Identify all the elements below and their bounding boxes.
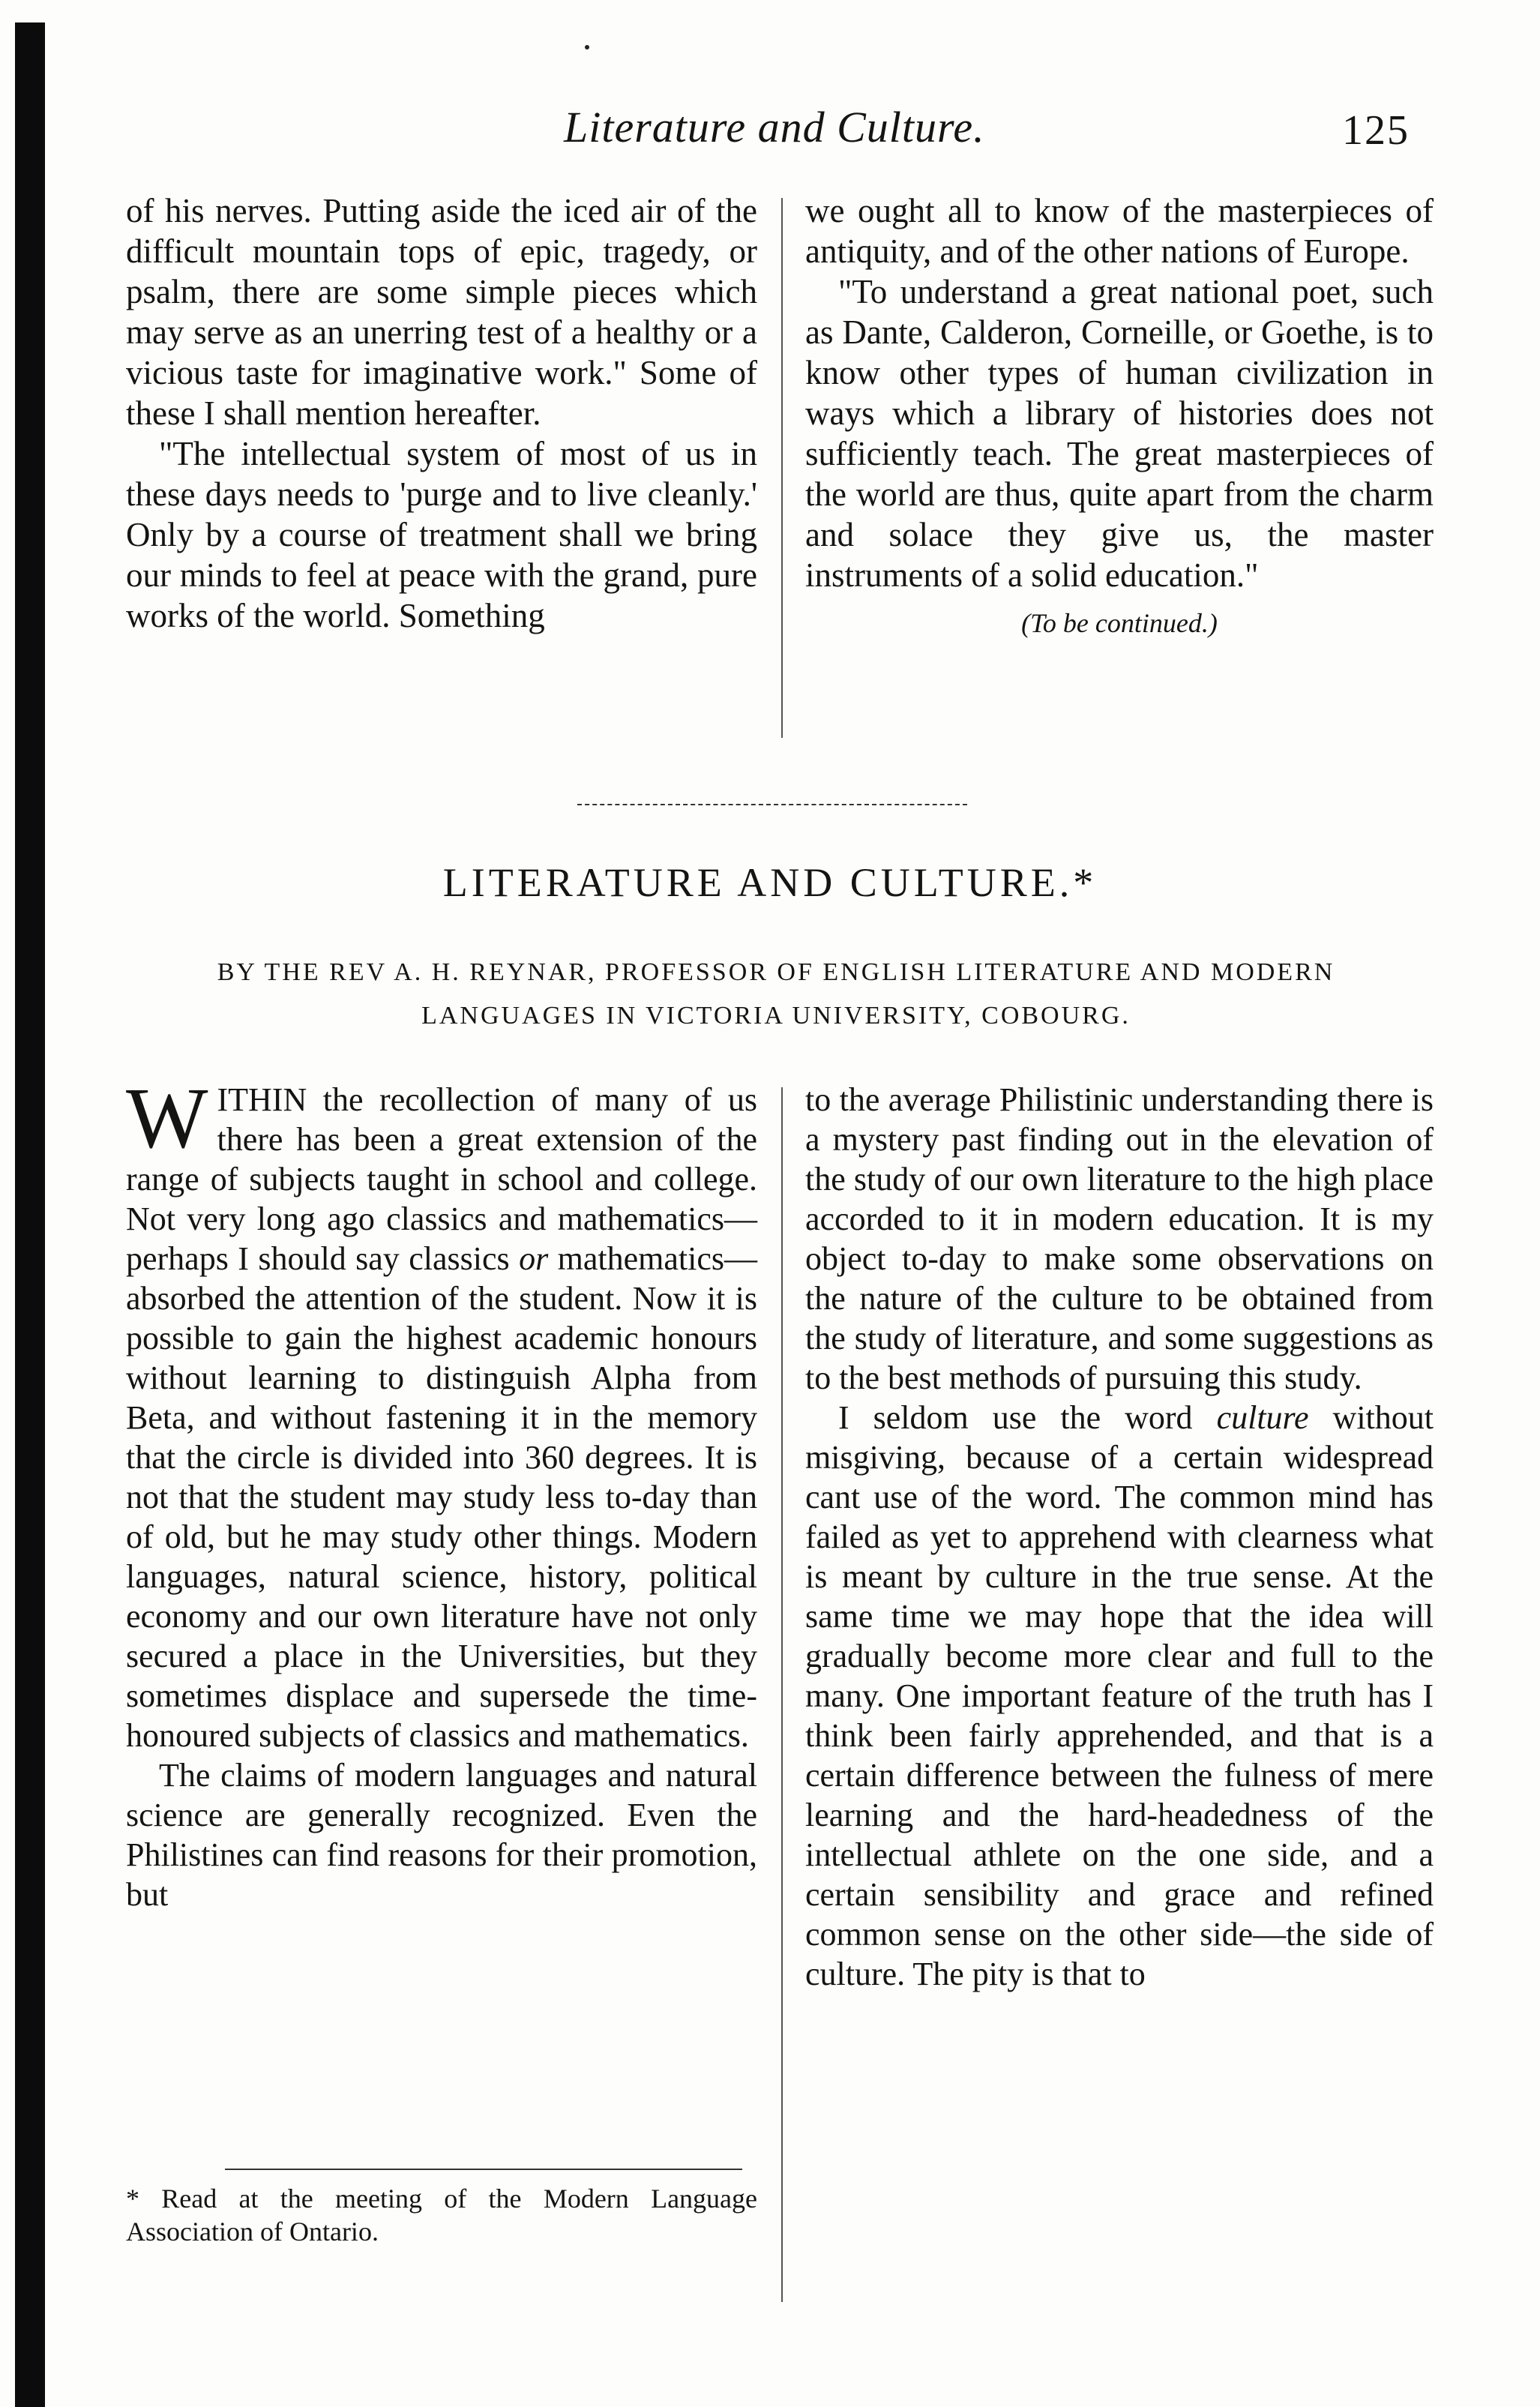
section-separator [577, 804, 967, 805]
footnote-rule [225, 2169, 742, 2170]
paragraph: "The intellectual system of most of us in these days needs to 'purge and to live cleanly.' Only by a course of treatment shall we bring our minds to feel at peace with the grand, pure works of the world. Something [126, 435, 757, 634]
scan-binding-edge [15, 22, 45, 2407]
paragraph [805, 1398, 1434, 1994]
page-number: 125 [1342, 107, 1410, 154]
emphasis: culture [1216, 1399, 1309, 1436]
paragraph: we ought all to know of the masterpieces of antiquity, and of the other nations of Europe. [805, 192, 1434, 270]
text-run: I seldom use the word [838, 1399, 1217, 1436]
continued-note: (To be continued.) [1021, 608, 1218, 638]
continued-right-column [805, 190, 1434, 643]
column-divider [781, 1087, 783, 2302]
paragraph: "To understand a great national poet, such as Dante, Calderon, Corneille, or Goethe, is to know other types of human civilization in ways which a library of histories does not sufficiently teach. The great masterpieces of the world are thus, quite apart from the charm and solace they give us, the master instruments of a solid education." [805, 273, 1434, 594]
byline-line: BY THE REV A. H. REYNAR, PROFESSOR OF ENGLISH LITERATURE AND MODERN [217, 958, 1335, 986]
text-run: the recollection of many of us there has been a great extension of the range of subjects taught in school and college. Not very long ago classics and mathematics—perhaps I should say classics [126, 1081, 757, 1277]
scan-speck [585, 45, 589, 49]
article-left-column [126, 1071, 757, 1914]
continued-left-column [126, 190, 757, 636]
article-title: LITERATURE AND CULTURE.* [442, 860, 1098, 905]
paragraph [126, 1071, 757, 1755]
drop-cap: W [126, 1071, 208, 1167]
paragraph: The claims of modern languages and natural science are generally recognized. Even the Philistines can find reasons for their promotion, but [126, 1757, 757, 1913]
text-run: without misgiving, because of a certain widespread cant use of the word. The common mind has failed as yet to apprehend with clearness what is meant by culture in the true sense. At the same time we may hope that the idea will gradually become more clear and full to the many. One important feature of the truth has I think been fairly apprehended, and that is a certain difference between the fulness of mere learning and the hard-headedness of the intellectual athlete on the one side, and a certain sensibility and grace and refined common sense on the other side—the side of culture. The pity is that to [805, 1399, 1434, 1992]
footnote: * Read at the meeting of the Modern Language Association of Ontario. [126, 2184, 757, 2247]
emphasis: or [519, 1240, 549, 1277]
paragraph: of his nerves. Putting aside the iced air of the difficult mountain tops of epic, tragedy, or psalm, there are some simple pieces which may serve as an unerring test of a healthy or a vicious taste for imaginative work." Some of these I shall mention hereafter. [126, 192, 757, 432]
lead-word: ITHIN [217, 1081, 307, 1118]
column-divider [781, 198, 783, 738]
running-title: Literature and Culture. [564, 103, 985, 151]
paragraph: to the average Philistinic understanding there is a mystery past finding out in the elevation of the study of our own literature to the high place accorded to it in modern education. It is my object to-day to make some observations on the nature of the culture to be obtained from the study of literature, and some suggestions as to the best methods of pursuing this study. [805, 1081, 1434, 1396]
text-run: mathematics—absorbed the attention of the student. Now it is possible to gain the highest academic honours without learning to distinguish Alpha from Beta, and without fastening it in the memory that the circle is divided into 360 degrees. It is not that the student may study less to-day than of old, but he may study other things. Modern languages, natural science, history, political economy and our own literature have not only secured a place in the Universities, but they sometimes displace and supersede the time-honoured subjects of classics and mathematics. [126, 1240, 757, 1754]
article-byline [112, 951, 1440, 1038]
article-right-column [805, 1080, 1434, 1994]
byline-line: LANGUAGES IN VICTORIA UNIVERSITY, COBOURG. [421, 1002, 1131, 1030]
